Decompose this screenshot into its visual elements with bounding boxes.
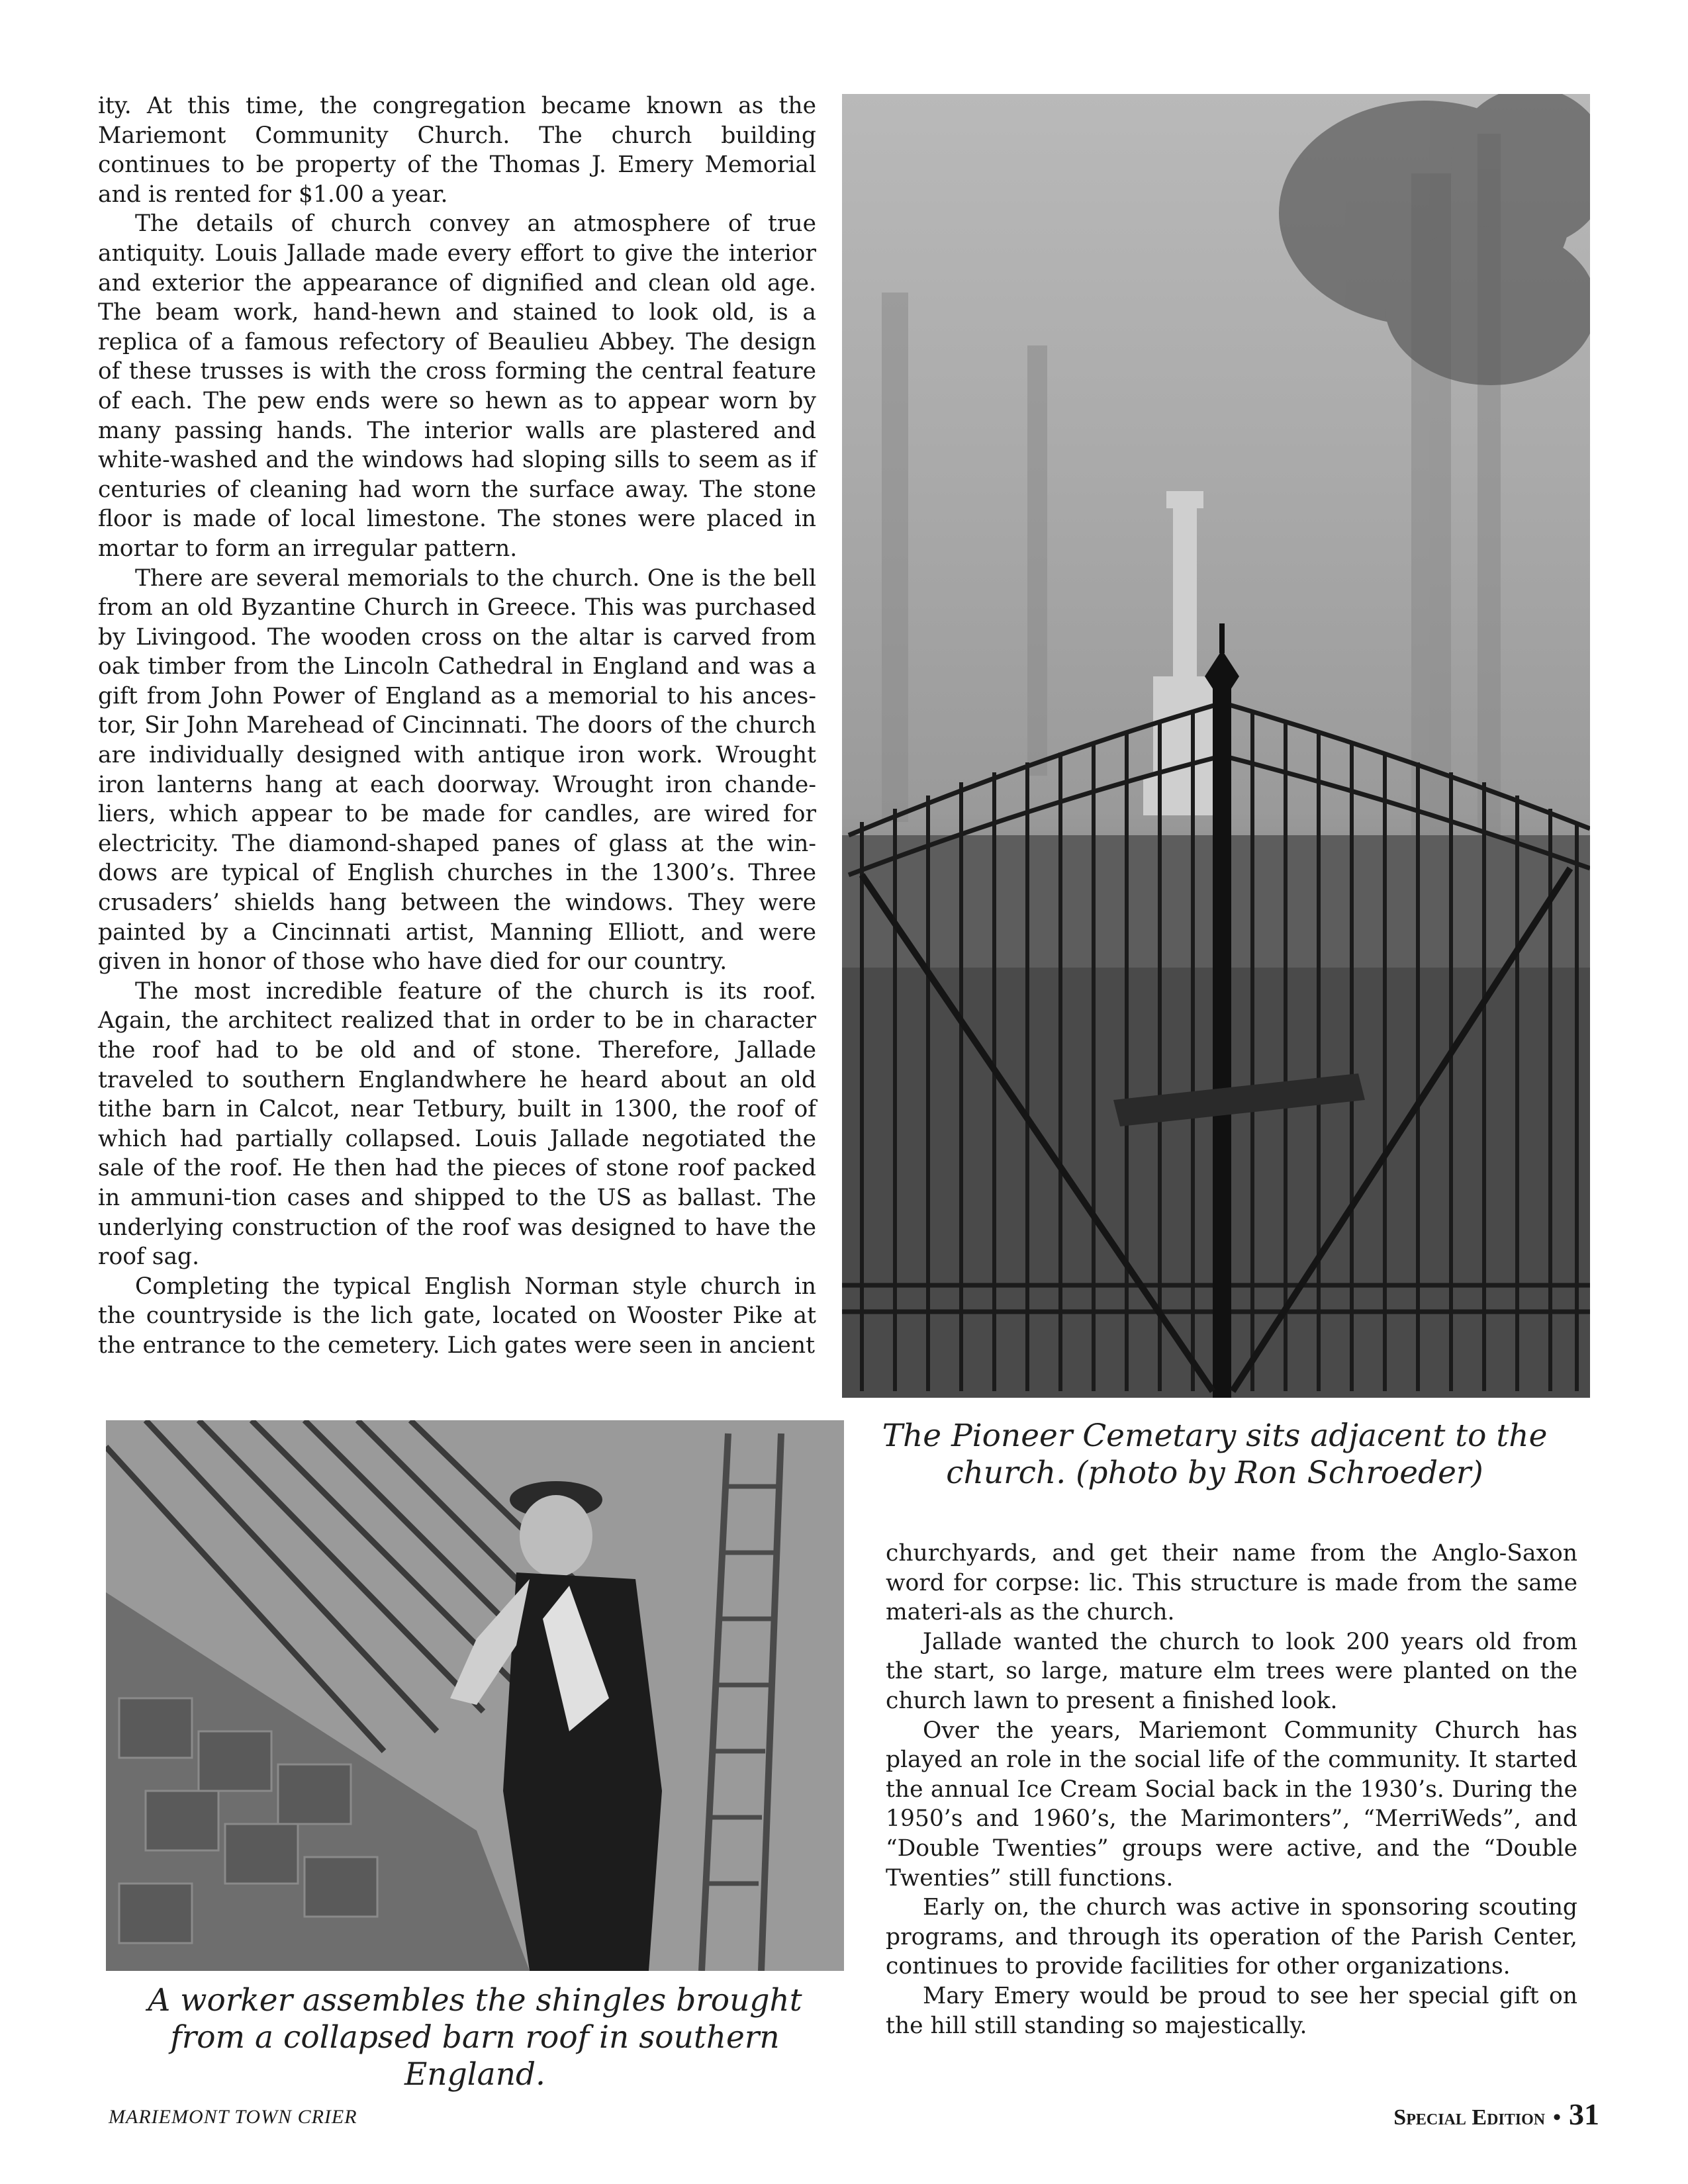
paragraph: Mary Emery would be proud to see her special gift on the hill still standing so majestically. bbox=[886, 1982, 1577, 2039]
page-number: 31 bbox=[1569, 2097, 1599, 2131]
right-text-column bbox=[886, 1539, 1577, 2040]
edition-label: Special Edition bbox=[1393, 2105, 1546, 2130]
paragraph: ity. At this time, the congregation became known as the Mariemont Community Church. The church building continues to be property of the Thomas J. Emery Memorial and is rented for $1.00 a year. bbox=[98, 93, 816, 208]
publication-name: MARIEMONT TOWN CRIER bbox=[109, 2106, 357, 2128]
paragraph: There are several memorials to the church. One is the bell from an old Byzantine Church in Greece. This was purchased by Livingood. The wooden cross on the altar is carved from oak timber from the Lincoln Cathedral in England and was a gift from John Power of England as a memorial to his ances-tor, Sir John Marehead of Cincinnati. The doors of the church are individually designed with antique iron work. Wrought iron lanterns hang at each doorway. Wrought iron chande-liers, which appear to be made for candles, are wired for electricity. The diamond-shaped panes of glass at the win-dows are typical of English churches in the 1300’s. Three crusaders’ shields hang between the windows. They were painted by a Cincinnati artist, Manning Elliott, and were given in honor of those who have died for our country. bbox=[98, 565, 816, 976]
paragraph: churchyards, and get their name from the Anglo-Saxon word for corpse: lic. This structure is made from the same materi-als as the church. bbox=[886, 1540, 1577, 1626]
bullet-separator: • bbox=[1553, 2105, 1561, 2130]
paragraph: Over the years, Mariemont Community Church has played an role in the social life of the community. It started the annual Ice Cream Social back in the 1930’s. During the 1950’s and 1960’s, the Marimonters”, “MerriWeds”, and “Double Twenties” groups were active, and the “Double Twenties” still functions. bbox=[886, 1717, 1577, 1891]
page-footer bbox=[1393, 2097, 1599, 2132]
paragraph: Jallade wanted the church to look 200 years old from the start, so large, mature elm trees were planted on the church lawn to present a finished look. bbox=[886, 1628, 1577, 1714]
roof-photo-caption: A worker assembles the shingles brought from a collapsed barn roof in southern England. bbox=[148, 1982, 802, 2093]
paragraph: The details of church convey an atmosphere of true antiquity. Louis Jallade made every effort to give the interior and exterior the appearance of dignified and clean old age. The beam work, hand-hewn and stained to look old, is a replica of a famous refectory of Beaulieu Abbey. The design of these trusses is with the cross forming the central feature of each. The pew ends were so hewn as to appear worn by many passing hands. The interior walls are plastered and white-washed and the windows had sloping sills to seem as if centuries of cleaning had worn the surface away. The stone floor is made of local limestone. The stones were placed in mortar to form an irregular pattern. bbox=[98, 210, 816, 562]
paragraph: The most incredible feature of the church is its roof. Again, the architect realized that in order to be in character the roof had to be old and of stone. Therefore, Jallade traveled to southern Englandwhere he heard about an old tithe barn in Calcot, near Tetbury, built in 1300, the roof of which had partially collapsed. Louis Jallade negotiated the sale of the roof. He then had the pieces of stone roof packed in ammuni-tion cases and shipped to the US as ballast. The underlying construction of the roof was designed to have the roof sag. bbox=[98, 978, 816, 1271]
cemetery-photo-caption: The Pioneer Cemetary sits adjacent to the church. (photo by Ron Schroeder) bbox=[882, 1418, 1548, 1491]
left-text-column bbox=[98, 91, 816, 1361]
paragraph: Completing the typical English Norman style church in the countryside is the lich gate, located on Wooster Pike at the entrance to the cemetery. Lich gates were seen in ancient bbox=[98, 1273, 816, 1359]
cemetery-gate-photo bbox=[842, 94, 1590, 1398]
roof-worker-photo bbox=[106, 1420, 844, 1971]
paragraph: Early on, the church was active in sponsoring scouting programs, and through its operation of the Parish Center, continues to provide facilities for other organizations. bbox=[886, 1894, 1577, 1980]
